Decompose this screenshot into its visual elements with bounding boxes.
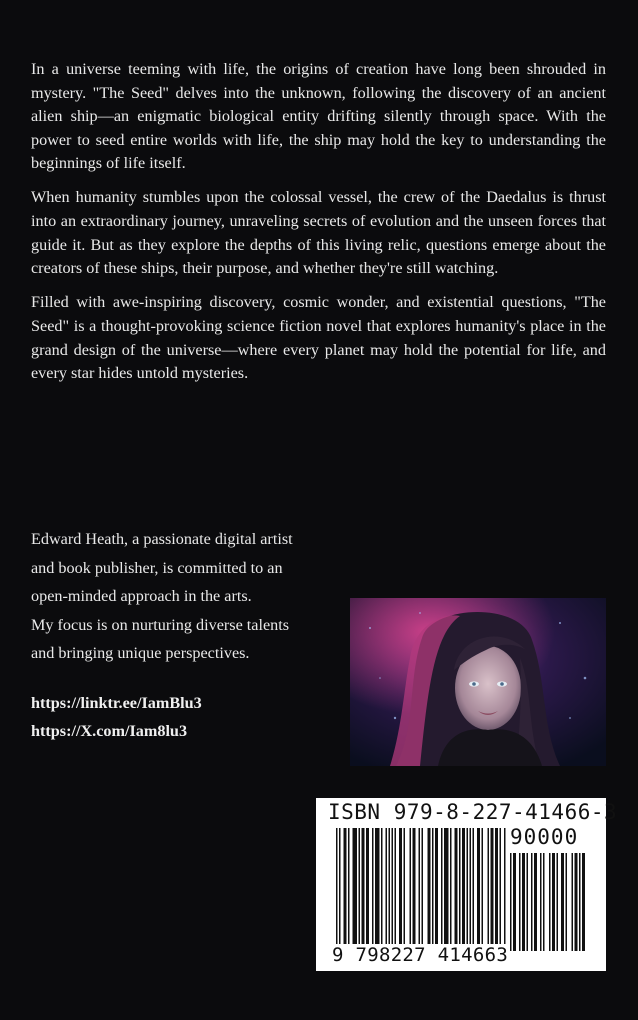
barcode-bar (572, 853, 574, 951)
author-bio-line: and bringing unique perspectives. (31, 644, 250, 662)
barcode-bar (495, 828, 498, 944)
barcode-bar (470, 828, 472, 944)
barcode-bar (549, 853, 551, 951)
barcode-bar (477, 828, 480, 944)
barcode-bar (519, 853, 521, 951)
author-bio-line: open-minded approach in the arts. (31, 587, 252, 605)
barcode-bar (579, 853, 581, 951)
barcode-bars (336, 828, 506, 956)
barcode-bar (450, 828, 452, 944)
barcode-bar (353, 828, 358, 944)
barcode-bar (441, 828, 443, 944)
barcode-bar (404, 828, 406, 944)
barcode-bar (444, 828, 449, 944)
barcode-bar (428, 828, 431, 944)
barcode-bar (399, 828, 402, 944)
barcode-bar (366, 828, 369, 944)
barcode-bar (534, 853, 537, 951)
barcode-bar (575, 853, 578, 951)
barcode-bar (566, 853, 568, 951)
barcode-bar (339, 828, 341, 956)
barcode-bar (362, 828, 365, 944)
barcode-bar (375, 828, 380, 944)
barcode-bar (344, 828, 347, 944)
author-bio (31, 525, 341, 668)
barcode-bar (419, 828, 421, 944)
barcode-bar (372, 828, 374, 944)
barcode-bar (395, 828, 397, 944)
barcode-bar (467, 828, 469, 944)
barcode-bar (488, 828, 490, 944)
barcode-bar (389, 828, 391, 944)
isbn-barcode (316, 798, 618, 971)
barcode-bar (510, 853, 512, 951)
barcode-bar (513, 853, 516, 951)
barcode-bar (435, 828, 438, 944)
barcode-bar (491, 828, 494, 944)
barcode-bar (473, 828, 475, 944)
barcode-bar (359, 828, 361, 944)
barcode-bar (459, 828, 461, 956)
barcode-bar (386, 828, 388, 944)
barcode-bar (432, 828, 434, 944)
addon-barcode-bars (510, 853, 592, 963)
author-links (31, 690, 202, 745)
barcode-bar (410, 828, 412, 944)
barcode-bar (582, 853, 585, 951)
barcode-bar (422, 828, 424, 944)
barcode-bar (455, 828, 458, 956)
barcode-bar (557, 853, 559, 951)
isbn-label: ISBN 979-8-227-41466-3 (328, 800, 618, 824)
barcode-bar (500, 828, 502, 944)
blurb-paragraph-3: Filled with awe-inspiring discovery, cosmic wonder, and existential questions, "The Seed" is a thought-provoking science fiction novel that explores humanity's place in the grand design of the universe—where every planet may hold the potential for life, and every star hides untold mysteries. (31, 293, 606, 383)
barcode-bar (392, 828, 394, 944)
barcode-bar (543, 853, 545, 951)
barcode-bar (531, 853, 533, 951)
barcode-bar (540, 853, 542, 951)
author-portrait (350, 598, 606, 766)
author-bio-line: My focus is on nurturing diverse talents (31, 615, 290, 634)
barcode-bar (462, 828, 465, 944)
barcode-bar (348, 828, 350, 944)
back-cover-blurb (31, 58, 606, 396)
barcode-bar (561, 853, 564, 951)
author-bio-line: Edward Heath, a passionate digital artist (31, 530, 293, 548)
linktree-link[interactable]: https://linktr.ee/IamBlu3 (31, 694, 202, 712)
x-profile-link[interactable]: https://X.com/Iam8lu3 (31, 721, 188, 740)
ean-digits: 9 798227 414663 (332, 944, 509, 966)
barcode-bar (413, 828, 416, 944)
barcode-bar (336, 828, 338, 956)
blurb-paragraph-2: When humanity stumbles upon the colossal vessel, the crew of the Daedalus is thrust into an extraordinary journey, unraveling secrets of evolution and the unseen forces that guide it. But as they explore the depths of this living relic, questions emerge about the creators of these ships, their purpose, and whether they're still watching. (31, 188, 606, 278)
price-code: 90000 (510, 825, 579, 849)
author-bio-line: and book publisher, is committed to an (31, 558, 283, 577)
barcode-bar (504, 828, 506, 944)
barcode-bar (527, 853, 529, 951)
barcode-bar (381, 828, 383, 944)
barcode-bar (482, 828, 484, 944)
blurb-paragraph-1: In a universe teeming with life, the origins of creation have long been shrouded in mystery. "The Seed" delves into the unknown, following the discovery of an ancient alien ship—an enigmatic biological entity drifting silently through space. With the power to seed entire worlds with life, the ship may hold the key to understanding the beginnings of life itself. (31, 60, 606, 173)
barcode-bar (522, 853, 525, 951)
barcode-bar (552, 853, 555, 951)
